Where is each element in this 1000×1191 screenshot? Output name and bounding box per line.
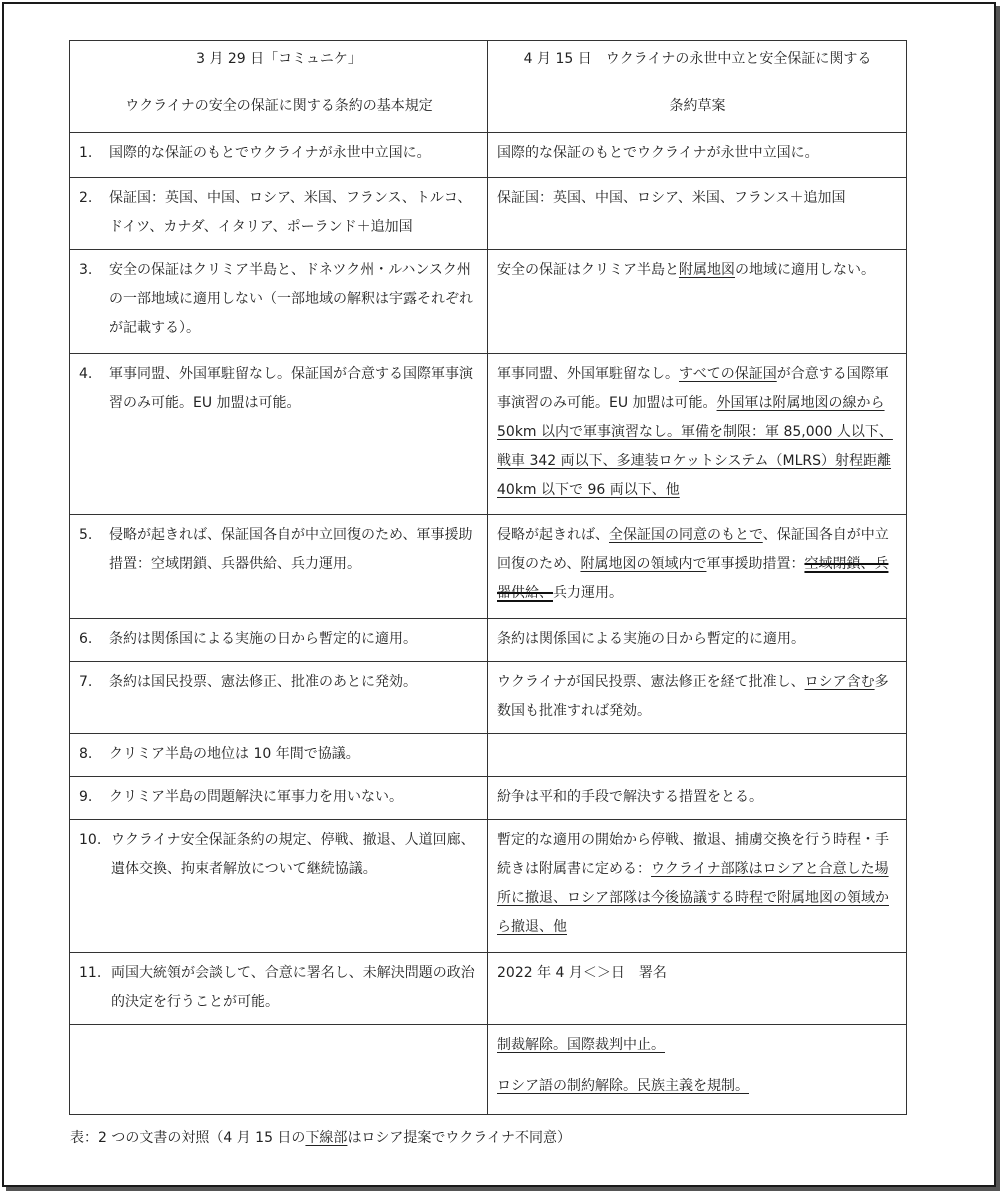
russian-proposal-text: ロシア含む <box>804 674 875 690</box>
item-text-april15: 暫定的な適用の開始から停戦、撤退、捕虜交換を行う時程・手続きは附属書に定める： <box>497 832 889 877</box>
item-text-april15: 軍事援助措置： <box>706 556 805 572</box>
cell-april15 <box>488 250 907 354</box>
table-row <box>70 662 907 734</box>
russian-proposal-text: 全保証国の同意のもとで <box>609 527 763 543</box>
caption-after: はロシア提案でウクライナ不同意） <box>347 1130 572 1146</box>
item-text-april15: ウクライナが国民投票、憲法修正を経て批准し、 <box>497 674 805 690</box>
table-row <box>70 133 907 178</box>
russian-proposal-text: 附属地図の領域内で <box>580 556 707 572</box>
comparison-table <box>69 40 907 1115</box>
item-text-april15: 国際的な保証のもとでウクライナが永世中立国に。 <box>497 145 819 161</box>
item-text-april15: の地域に適用しない。 <box>735 262 875 278</box>
item-text-march29: 国際的な保証のもとでウクライナが永世中立国に。 <box>109 145 431 161</box>
item-number: 9. <box>79 789 93 805</box>
russian-proposal-text: 附属地図 <box>679 262 735 278</box>
caption-before: 表：2 つの文書の対照（4 月 15 日の <box>70 1130 306 1146</box>
header-right <box>488 41 907 133</box>
deleted-text: 空域閉鎖、兵器供給、 <box>497 556 889 601</box>
cell-march29 <box>70 178 488 250</box>
item-number: 3. <box>79 262 93 278</box>
table-row <box>70 619 907 662</box>
cell-april15 <box>488 734 907 777</box>
russian-proposal-text: ロシア語の制約解除。民族主義を規制。 <box>497 1078 749 1094</box>
table-row <box>70 777 907 820</box>
russian-proposal-text: 制裁解除。国際裁判中止。 <box>497 1037 665 1053</box>
table-row <box>70 953 907 1025</box>
cell-april15 <box>488 133 907 178</box>
cell-march29 <box>70 133 488 178</box>
cell-march29 <box>70 662 488 734</box>
item-text-april15: 2022 年 4 月＜＞日 署名 <box>497 965 667 981</box>
table-row <box>70 354 907 515</box>
table-row-extra <box>70 1025 907 1115</box>
item-text-april15: 保証国：英国、中国、ロシア、米国、フランス＋追加国 <box>497 190 846 206</box>
cell-april15-extra <box>488 1025 907 1115</box>
item-number: 2. <box>79 190 93 206</box>
item-text-april15: 兵力運用。 <box>553 585 623 601</box>
cell-april15 <box>488 820 907 953</box>
cell-april15 <box>488 178 907 250</box>
item-number: 6. <box>79 631 93 647</box>
caption-underlined: 下線部 <box>305 1130 348 1146</box>
item-text-march29: 軍事同盟、外国軍駐留なし。保証国が合意する国際軍事演習のみ可能。EU 加盟は可能。 <box>109 366 473 411</box>
table-caption <box>70 1128 571 1148</box>
item-text-march29: クリミア半島の地位は 10 年間で協議。 <box>109 746 360 762</box>
item-number: 11. <box>79 965 102 981</box>
cell-march29 <box>70 250 488 354</box>
item-text-april15: 紛争は平和的手段で解決する措置をとる。 <box>497 789 763 805</box>
table-body <box>70 133 907 1115</box>
cell-march29 <box>70 953 488 1025</box>
item-number: 4. <box>79 366 93 382</box>
item-text-march29: 両国大統領が会談して、合意に署名し、未解決問題の政治的決定を行うことが可能。 <box>111 965 475 1010</box>
cell-april15 <box>488 662 907 734</box>
item-number: 1. <box>79 145 93 161</box>
item-number: 5. <box>79 527 93 543</box>
header-left-line2: ウクライナの安全の保証に関する条約の基本規定 <box>125 98 433 114</box>
table-row <box>70 250 907 354</box>
cell-april15 <box>488 777 907 820</box>
item-text-march29: 保証国：英国、中国、ロシア、米国、フランス、トルコ、ドイツ、カナダ、イタリア、ポーランド＋追加国 <box>109 190 472 235</box>
cell-march29 <box>70 515 488 619</box>
russian-proposal-text: すべての保証国 <box>679 366 777 382</box>
item-text-march29: 安全の保証はクリミア半島と、ドネツク州・ルハンスク州の一部地域に適用しない（一部地域の解釈は宇露それぞれが記載する）。 <box>109 262 473 336</box>
item-text-april15: が合意する国際軍事演習のみ可能。EU 加盟は可能。 <box>497 366 889 411</box>
cell-april15 <box>488 619 907 662</box>
header-right-line2: 条約草案 <box>669 98 726 114</box>
item-number: 10. <box>79 832 102 848</box>
header-left <box>70 41 488 133</box>
cell-april15 <box>488 515 907 619</box>
russian-proposal-text: 外国軍は附属地図の線から 50km 以内で軍事演習なし。軍備を制限：軍 85,000 人以下、戦車 342 両以下、多連装ロケットシステム（MLRS）射程距離 40km 以下で 96 両以下、他 <box>497 395 893 498</box>
cell-march29 <box>70 354 488 515</box>
header-right-line1: 4 月 15 日 ウクライナの永世中立と安全保証に関する <box>523 51 872 67</box>
cell-april15 <box>488 354 907 515</box>
item-text-march29: クリミア半島の問題解決に軍事力を用いない。 <box>109 789 403 805</box>
cell-march29 <box>70 820 488 953</box>
item-text-march29: 侵略が起きれば、保証国各自が中立回復のため、軍事援助措置：空域閉鎖、兵器供給、兵力運用。 <box>109 527 473 572</box>
cell-march29-empty <box>70 1025 488 1115</box>
russian-proposal-text: ウクライナ部隊はロシアと合意した場所に撤退、ロシア部隊は今後協議する時程で附属地図の領域から撤退、他 <box>497 861 889 935</box>
item-text-april15: 多数国も批准すれば発効。 <box>497 674 889 719</box>
table-row <box>70 734 907 777</box>
item-text-april15: 、保証国各自が中立回復のため、 <box>497 527 889 572</box>
item-text-april15: 軍事同盟、外国軍駐留なし。 <box>497 366 679 382</box>
cell-march29 <box>70 619 488 662</box>
item-text-april15: 安全の保証はクリミア半島と <box>497 262 679 278</box>
item-text-april15: 侵略が起きれば、 <box>497 527 609 543</box>
item-text-march29: ウクライナ安全保証条約の規定、停戦、撤退、人道回廊、遺体交換、拘束者解放について継続協議。 <box>111 832 475 877</box>
header-left-line1: 3 月 29 日「コミュニケ」 <box>196 51 362 67</box>
item-text-april15: 条約は関係国による実施の日から暫定的に適用。 <box>497 631 805 647</box>
table-row <box>70 515 907 619</box>
table-row <box>70 820 907 953</box>
item-number: 7. <box>79 674 93 690</box>
item-text-march29: 条約は国民投票、憲法修正、批准のあとに発効。 <box>109 674 417 690</box>
item-text-march29: 条約は関係国による実施の日から暫定的に適用。 <box>109 631 417 647</box>
item-number: 8. <box>79 746 93 762</box>
cell-march29 <box>70 777 488 820</box>
cell-april15 <box>488 953 907 1025</box>
table-header-row <box>70 41 907 133</box>
cell-march29 <box>70 734 488 777</box>
table-row <box>70 178 907 250</box>
